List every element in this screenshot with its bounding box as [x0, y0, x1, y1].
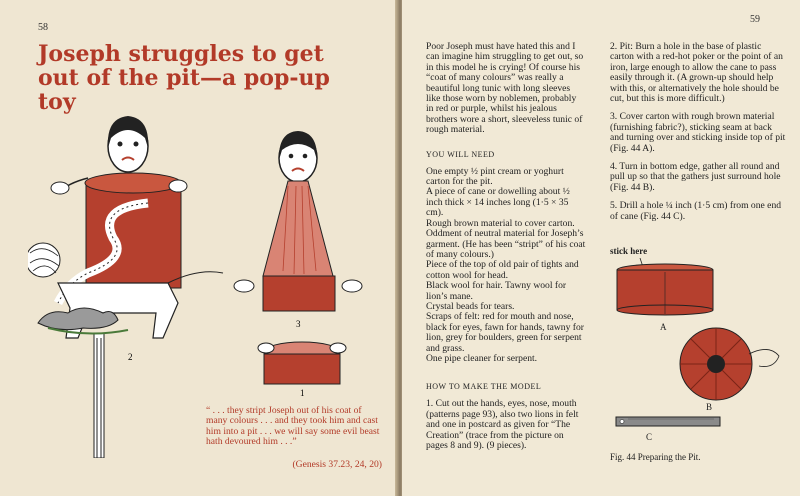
step-5: 5. Drill a hole ¼ inch (1·5 cm) from one end of cane (Fig. 44 C).	[610, 200, 782, 222]
materials-list	[426, 167, 586, 365]
pit-carton-2	[263, 276, 335, 311]
material-item: Scraps of felt: red for mouth and nose, black for eyes, fawn for hands, tawny for lion, grey for boulders, green for serpent and grass.	[426, 311, 584, 354]
figure-label-1: 1	[300, 388, 305, 398]
material-item: Rough brown material to cover carton.	[426, 217, 575, 229]
material-item: A piece of cane or dowelling about ½ inch thick × 14 inches long (1·5 × 35 cm).	[426, 186, 570, 219]
illustration-joseph-figure	[228, 126, 368, 336]
material-item: Black wool for hair. Tawny wool for lion’s mane.	[426, 280, 567, 302]
page-number-right: 59	[750, 14, 760, 25]
scripture-reference: (Genesis 37.23, 24, 20)	[292, 459, 382, 470]
page-title: Joseph struggles to get out of the pit—a pop-up toy	[38, 41, 330, 115]
material-item: One empty ½ pint cream or yoghurt carton for the pit.	[426, 165, 564, 188]
right-page	[402, 0, 800, 496]
figure-caption: Fig. 44 Preparing the Pit.	[610, 452, 701, 462]
column-left	[426, 42, 586, 451]
fig-label-c: C	[646, 432, 653, 442]
tunic	[263, 181, 333, 276]
scripture-quote: “ . . . they stript Joseph out of his coat of many colours . . . and they took him and cast him into a pit . . . we will say some evil beast hath devoured him . . .”	[206, 405, 380, 448]
material-item: Piece of the top of old pair of tights and cotton wool for head.	[426, 259, 579, 281]
material-item: One pipe cleaner for serpent.	[426, 352, 538, 364]
illustration-pit-base	[252, 338, 352, 400]
fig44-carton-a	[610, 258, 720, 318]
fig44-carton-b	[674, 324, 784, 404]
material-item: Crystal beads for tears.	[426, 300, 515, 312]
stick-here-label: stick here	[610, 246, 648, 256]
step-3: 3. Cover carton with rough brown material (furnishing fabric?), sticking seam at back and turning over and sticking inside top of pit (Fig. 44 A).	[610, 111, 786, 154]
figure-label-2: 2	[128, 352, 133, 362]
you-will-need-heading: YOU WILL NEED	[426, 149, 495, 159]
fig-label-a: A	[660, 322, 667, 332]
fig-label-b: B	[706, 402, 713, 412]
fig44-cane-c	[614, 414, 724, 430]
cane-stick	[94, 333, 104, 458]
pit-carton-3	[264, 354, 340, 384]
step-1: 1. Cut out the hands, eyes, nose, mouth (patterns page 93), also two lions in felt and one in postcard as given for “The Creation” (trace from the picture on pages 8 and 9). (9 pieces).	[426, 398, 579, 451]
step-2: 2. Pit: Burn a hole in the base of plastic carton with a red-hot poker or the point of an iron, large enough to allow the cane to pass easily through it. (A grown-up should help with this, or alternatively the hole should be cut, but this is more difficult.)	[610, 41, 783, 105]
left-page	[0, 0, 398, 496]
column-right	[610, 42, 786, 230]
how-to-heading: HOW TO MAKE THE MODEL	[426, 382, 542, 392]
step-4: 4. Turn in bottom edge, gather all round and pull up so that the gathers just surround hole (Fig. 44 B).	[610, 161, 781, 193]
intro-paragraph: Poor Joseph must have hated this and I can imagine him struggling to get out, so in this model he is crying! Of course his “coat of many colours” was really a beautiful long tunic with long sleeves like those worn by noblemen, probably in red or purple, whilst his jealous brothers wore a short, sleeveless tunic of rough material.	[426, 41, 584, 136]
figure-label-3: 3	[296, 319, 301, 329]
page-number-left: 58	[38, 22, 48, 33]
material-item: Oddment of neutral material for Joseph’s garment. (He has been “stript” of his coat of many colours.)	[426, 228, 586, 260]
